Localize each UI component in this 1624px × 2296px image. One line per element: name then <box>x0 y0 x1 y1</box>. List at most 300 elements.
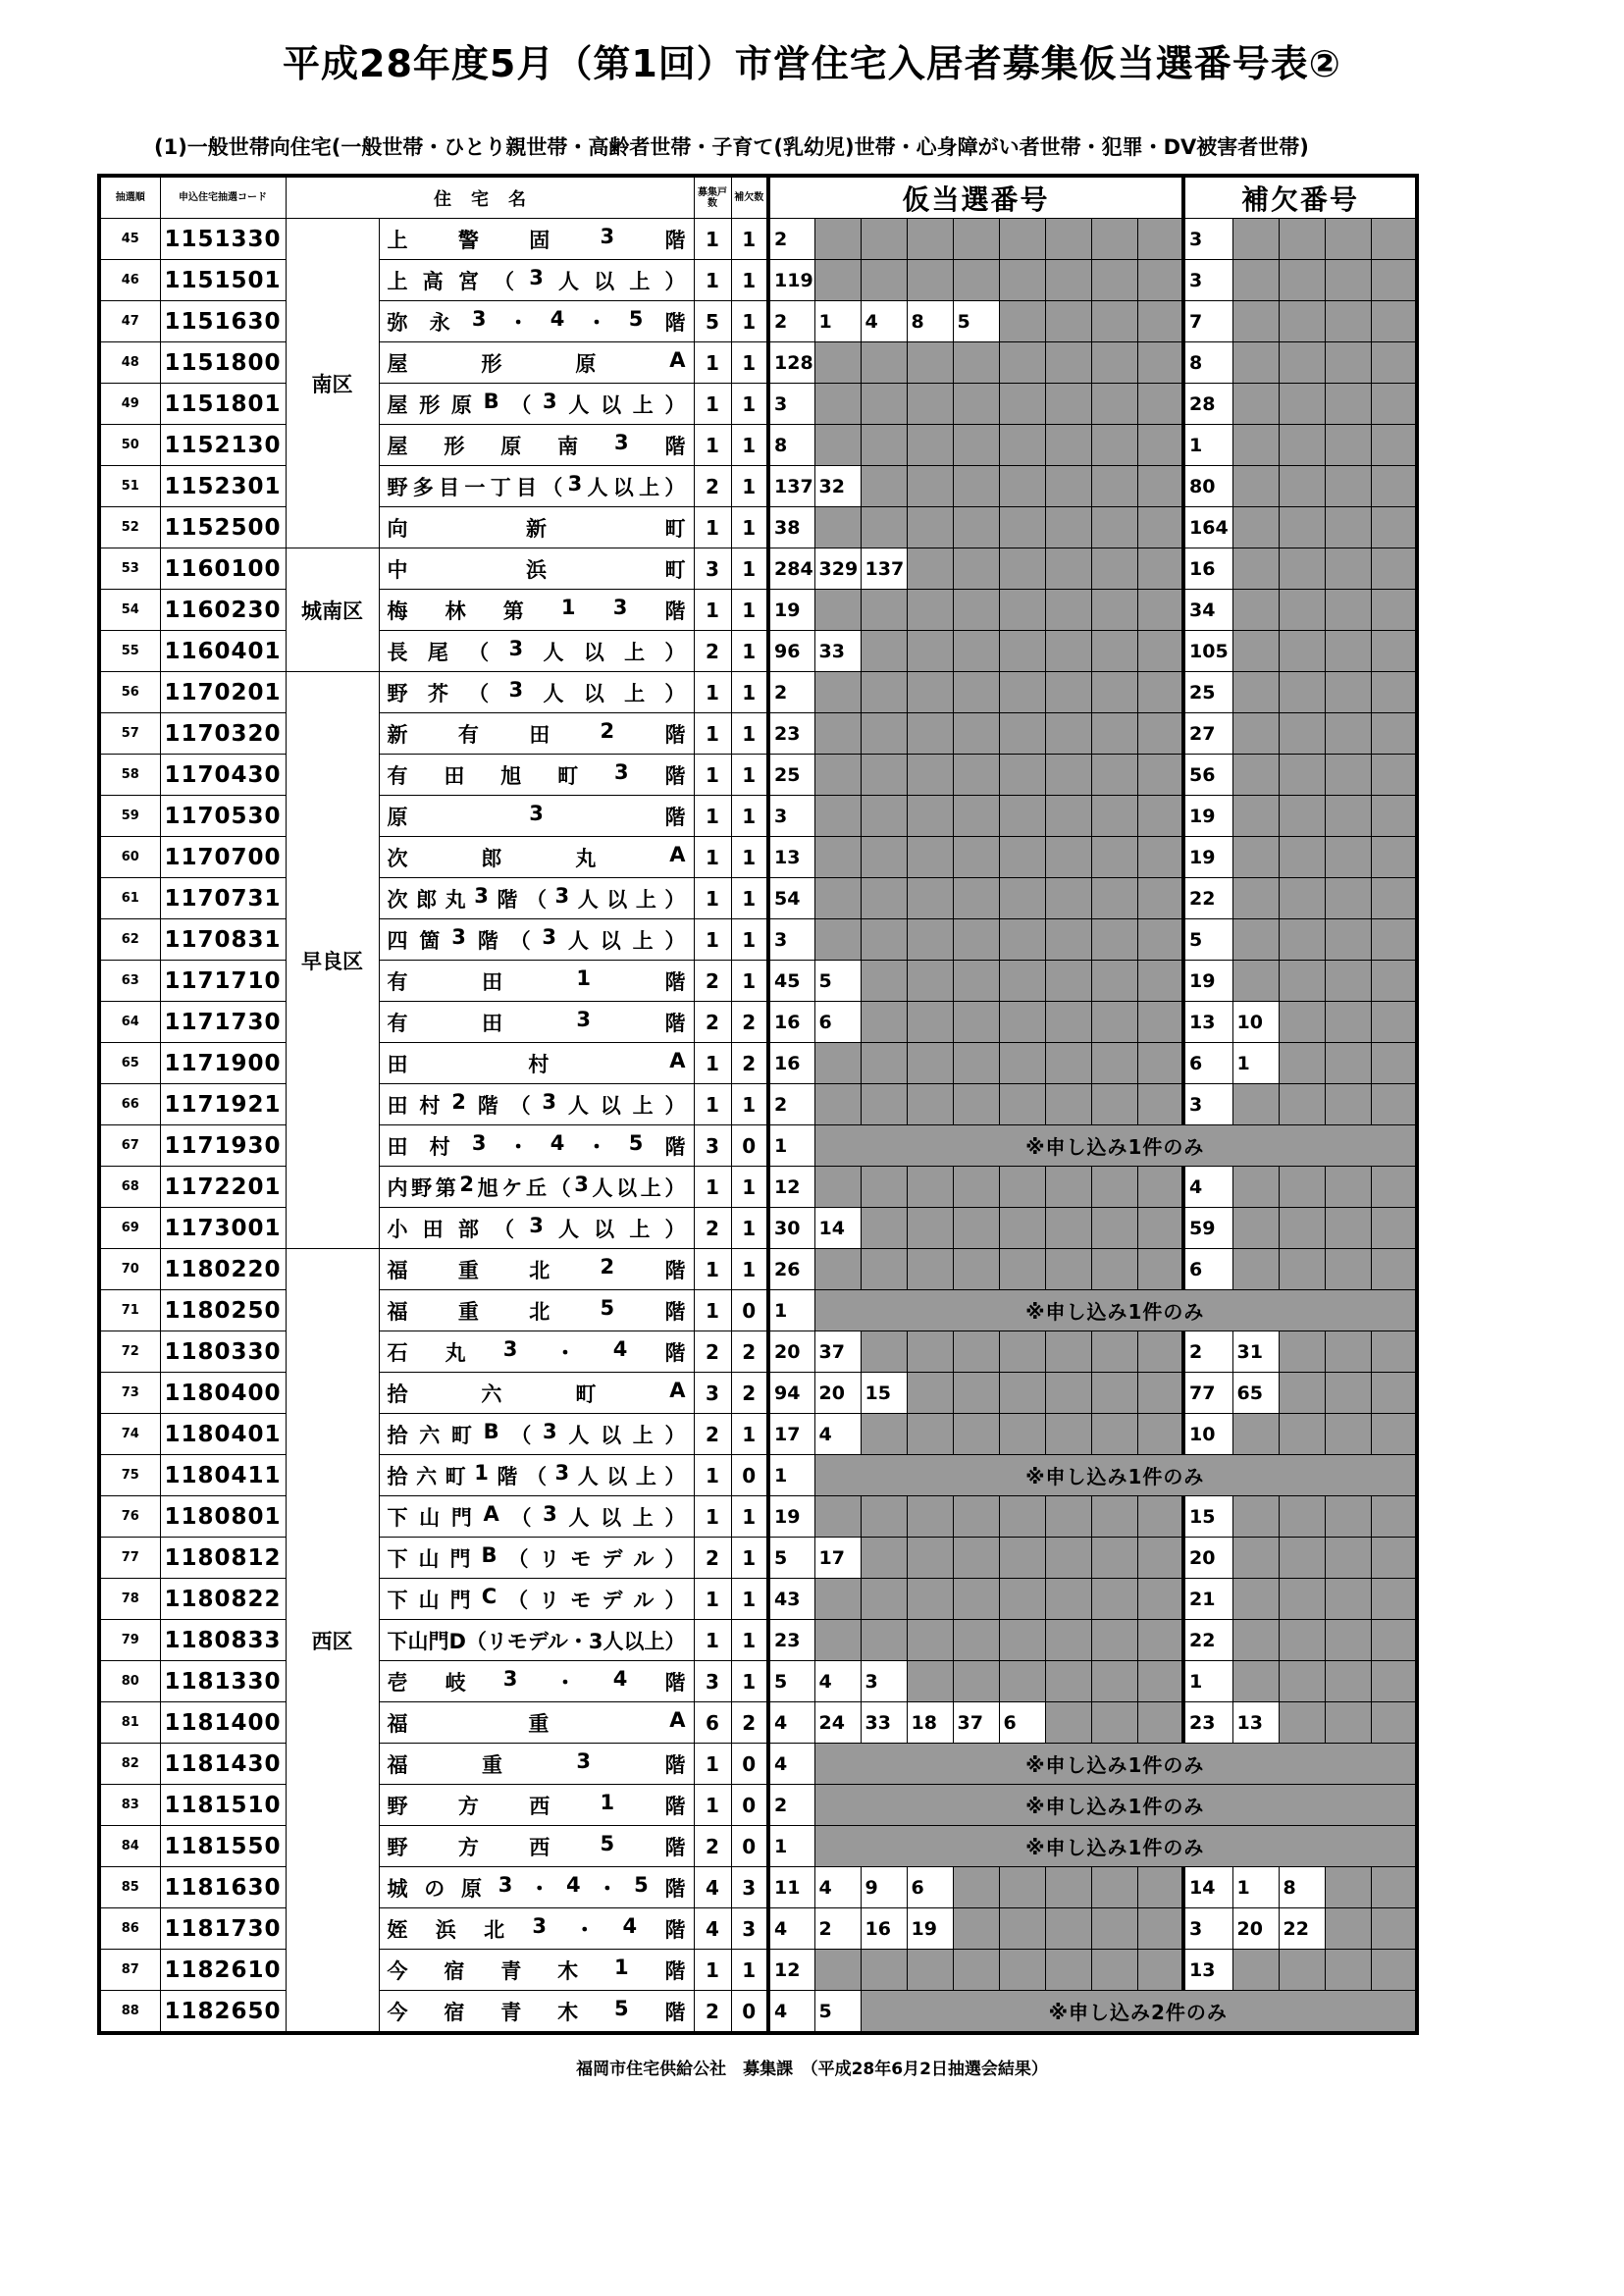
empty-cell <box>907 1331 953 1373</box>
housing-name-char: C <box>481 1584 498 1608</box>
substitute-number: 65 <box>1232 1373 1279 1414</box>
lottery-code: 1170731 <box>160 878 286 919</box>
housing-name-char: 長 <box>387 640 408 664</box>
empty-cell <box>1045 1208 1091 1249</box>
housing-name <box>379 919 694 961</box>
empty-cell <box>1371 301 1417 342</box>
empty-cell <box>1137 1867 1183 1908</box>
order-number: 59 <box>99 796 160 837</box>
lottery-code: 1160230 <box>160 590 286 631</box>
housing-name-char: 今 <box>387 1958 408 1983</box>
housing-name-char: （ <box>494 269 515 293</box>
substitute-number: 13 <box>1183 1002 1232 1043</box>
housing-name-char: 丸 <box>445 887 466 912</box>
provisional-number: 20 <box>814 1373 861 1414</box>
empty-cell <box>1371 1538 1417 1579</box>
housing-name-char: 新 <box>526 516 547 541</box>
provisional-number: 2 <box>768 1785 814 1826</box>
recruit-units: 1 <box>694 1290 731 1331</box>
empty-cell <box>814 796 861 837</box>
housing-name-char: 宮 <box>457 269 479 293</box>
empty-cell <box>1325 672 1371 713</box>
housing-name-char: 四 <box>387 928 408 953</box>
empty-cell <box>1232 837 1279 878</box>
empty-cell <box>1279 1249 1325 1290</box>
substitute-count: 1 <box>731 301 768 342</box>
empty-cell <box>907 837 953 878</box>
empty-cell <box>1371 796 1417 837</box>
empty-cell <box>1045 1249 1091 1290</box>
order-number: 55 <box>99 631 160 672</box>
empty-cell <box>1232 713 1279 755</box>
substitute-number: 3 <box>1183 260 1232 301</box>
empty-cell <box>1091 1950 1137 1991</box>
empty-cell <box>907 755 953 796</box>
provisional-number: 45 <box>768 961 814 1002</box>
housing-name-char: 階 <box>664 1134 686 1159</box>
empty-cell <box>1045 1538 1091 1579</box>
lottery-code: 1160401 <box>160 631 286 672</box>
housing-name-char: 階 <box>664 805 686 829</box>
empty-cell <box>1091 466 1137 507</box>
housing-name-char: 田 <box>387 1093 408 1118</box>
housing-name <box>379 342 694 384</box>
order-number: 67 <box>99 1125 160 1167</box>
substitute-count: 1 <box>731 837 768 878</box>
empty-cell <box>1232 1538 1279 1579</box>
empty-cell <box>1137 1331 1183 1373</box>
substitute-count: 1 <box>731 466 768 507</box>
empty-cell <box>814 1950 861 1991</box>
empty-cell <box>861 260 907 301</box>
order-number: 72 <box>99 1331 160 1373</box>
substitute-count: 0 <box>731 1290 768 1331</box>
empty-cell <box>907 878 953 919</box>
housing-name-char: 林 <box>445 599 466 623</box>
housing-name-char: 福 <box>387 1258 408 1282</box>
housing-name-char: 六 <box>416 1464 438 1488</box>
empty-cell <box>1137 1908 1183 1950</box>
substitute-number: 28 <box>1183 384 1232 425</box>
recruit-units: 2 <box>694 961 731 1002</box>
substitute-count: 2 <box>731 1702 768 1744</box>
table-row <box>99 1249 1417 1290</box>
housing-name-char: 拾 <box>387 1382 408 1406</box>
housing-name-char: 階 <box>664 722 686 747</box>
housing-name-char: 3 <box>471 1130 487 1155</box>
housing-name-char: 六 <box>481 1382 502 1406</box>
substitute-count: 1 <box>731 919 768 961</box>
substitute-count: 1 <box>731 1414 768 1455</box>
substitute-count: 1 <box>731 1084 768 1125</box>
housing-name-char: 原 <box>500 434 522 458</box>
housing-name-char: 階 <box>664 1670 686 1695</box>
substitute-count: 1 <box>731 219 768 260</box>
empty-cell <box>1091 961 1137 1002</box>
lottery-code: 1180833 <box>160 1620 286 1661</box>
empty-cell <box>999 1373 1045 1414</box>
empty-cell <box>1325 713 1371 755</box>
substitute-number: 13 <box>1232 1702 1279 1744</box>
empty-cell <box>1232 755 1279 796</box>
housing-name-char: 5 <box>614 1996 629 2020</box>
empty-cell <box>1371 1414 1417 1455</box>
housing-name <box>379 961 694 1002</box>
housing-name-char: 北 <box>484 1917 505 1942</box>
empty-cell <box>1137 384 1183 425</box>
empty-cell <box>1279 590 1325 631</box>
empty-cell <box>1325 1661 1371 1702</box>
housing-name-char: 上 <box>632 928 654 953</box>
substitute-count: 0 <box>731 1785 768 1826</box>
order-number: 78 <box>99 1579 160 1620</box>
empty-cell <box>1325 1867 1371 1908</box>
provisional-number: 23 <box>768 713 814 755</box>
provisional-number: 2 <box>768 219 814 260</box>
applications-note: ※申し込み1件のみ <box>814 1290 1417 1331</box>
order-number: 69 <box>99 1208 160 1249</box>
housing-name-char: 屋 <box>387 434 408 458</box>
empty-cell <box>861 1620 907 1661</box>
empty-cell <box>999 260 1045 301</box>
housing-name <box>379 631 694 672</box>
empty-cell <box>1232 631 1279 672</box>
empty-cell <box>953 672 999 713</box>
empty-cell <box>1371 342 1417 384</box>
housing-name-char: 以 <box>594 1217 615 1241</box>
order-number: 49 <box>99 384 160 425</box>
provisional-number: 26 <box>768 1249 814 1290</box>
housing-name-char: 4 <box>550 1130 565 1155</box>
empty-cell <box>1091 1661 1137 1702</box>
empty-cell <box>1232 1167 1279 1208</box>
empty-cell <box>1325 1620 1371 1661</box>
order-number: 77 <box>99 1538 160 1579</box>
order-number: 71 <box>99 1290 160 1331</box>
empty-cell <box>1279 1702 1325 1744</box>
empty-cell <box>1232 507 1279 548</box>
empty-cell <box>1325 1496 1371 1538</box>
empty-cell <box>1137 1538 1183 1579</box>
recruit-units: 3 <box>694 1373 731 1414</box>
empty-cell <box>1045 507 1091 548</box>
housing-name-char: 3 <box>471 306 487 331</box>
lottery-code: 1182650 <box>160 1991 286 2034</box>
housing-name-char: 3 <box>498 1872 513 1897</box>
empty-cell <box>1279 961 1325 1002</box>
housing-name-char: 階 <box>664 1794 686 1818</box>
order-number: 88 <box>99 1991 160 2034</box>
provisional-number: 4 <box>768 1908 814 1950</box>
provisional-number: 3 <box>768 384 814 425</box>
housing-name-char: （ <box>468 681 490 705</box>
substitute-number: 20 <box>1183 1538 1232 1579</box>
housing-name-char: 3 <box>502 1336 518 1361</box>
empty-cell <box>907 1002 953 1043</box>
housing-name-char: 石 <box>387 1340 408 1365</box>
housing-name-char: 門 <box>449 1588 471 1612</box>
provisional-number: 16 <box>768 1002 814 1043</box>
housing-name-char: 以 <box>601 392 622 417</box>
table-subtitle: (1)一般世帯向住宅(一般世帯・ひとり親世帯・高齢者世帯・子育て(乳幼児)世帯・心身障がい者世帯・犯罪・DV被害者世帯) <box>154 135 1309 159</box>
header-order: 抽選順 <box>99 176 160 219</box>
housing-name-char: ） <box>664 1423 686 1447</box>
housing-name-char: 原 <box>450 392 472 417</box>
housing-name-char: 福 <box>387 1299 408 1324</box>
empty-cell <box>907 1661 953 1702</box>
recruit-units: 1 <box>694 755 731 796</box>
empty-cell <box>1279 1043 1325 1084</box>
order-number: 80 <box>99 1661 160 1702</box>
empty-cell <box>907 1167 953 1208</box>
housing-name <box>379 1331 694 1373</box>
lottery-code: 1180250 <box>160 1290 286 1331</box>
empty-cell <box>1371 219 1417 260</box>
provisional-number: 19 <box>768 1496 814 1538</box>
empty-cell <box>1045 1867 1091 1908</box>
order-number: 61 <box>99 878 160 919</box>
housing-name-char: ・ <box>586 1134 607 1159</box>
empty-cell <box>814 260 861 301</box>
empty-cell <box>814 755 861 796</box>
recruit-units: 1 <box>694 1744 731 1785</box>
empty-cell <box>1091 1331 1137 1373</box>
empty-cell <box>1325 548 1371 590</box>
empty-cell <box>1232 466 1279 507</box>
housing-name-char: 部 <box>457 1217 479 1241</box>
empty-cell <box>1091 425 1137 466</box>
provisional-number: 37 <box>814 1331 861 1373</box>
empty-cell <box>953 1414 999 1455</box>
housing-name-char: 町 <box>664 516 686 541</box>
housing-name-char: （ <box>510 392 532 417</box>
empty-cell <box>1045 878 1091 919</box>
empty-cell <box>999 961 1045 1002</box>
lottery-code: 1180220 <box>160 1249 286 1290</box>
empty-cell <box>953 1538 999 1579</box>
empty-cell <box>953 507 999 548</box>
empty-cell <box>1137 672 1183 713</box>
empty-cell <box>1371 961 1417 1002</box>
empty-cell <box>953 1950 999 1991</box>
empty-cell <box>1232 219 1279 260</box>
housing-name-char: 3 <box>576 1007 592 1031</box>
provisional-number: 2 <box>768 1084 814 1125</box>
empty-cell <box>1279 1620 1325 1661</box>
lottery-code: 1180411 <box>160 1455 286 1496</box>
empty-cell <box>1279 466 1325 507</box>
substitute-number: 22 <box>1279 1908 1325 1950</box>
housing-name-char: ・ <box>574 1917 596 1942</box>
empty-cell <box>907 1496 953 1538</box>
housing-name-char: 田 <box>529 722 550 747</box>
housing-name-char: の <box>424 1876 445 1901</box>
substitute-number: 8 <box>1183 342 1232 384</box>
substitute-count: 2 <box>731 1373 768 1414</box>
housing-name-char: 階 <box>664 1340 686 1365</box>
empty-cell <box>1371 548 1417 590</box>
housing-name-char: 尾 <box>427 640 448 664</box>
empty-cell <box>1137 837 1183 878</box>
empty-cell <box>907 1249 953 1290</box>
empty-cell <box>1371 1043 1417 1084</box>
order-number: 73 <box>99 1373 160 1414</box>
table-body <box>99 219 1417 2034</box>
empty-cell <box>1371 1867 1417 1908</box>
housing-name <box>379 1908 694 1950</box>
housing-name-char: 警 <box>457 228 479 252</box>
housing-name-char: 有 <box>387 1011 408 1035</box>
empty-cell <box>814 342 861 384</box>
empty-cell <box>861 1496 907 1538</box>
empty-cell <box>1091 796 1137 837</box>
empty-cell <box>999 1908 1045 1950</box>
housing-name-char: 旭 <box>500 763 522 788</box>
housing-name-char: 山 <box>419 1505 441 1530</box>
recruit-units: 3 <box>694 548 731 590</box>
provisional-number: 94 <box>768 1373 814 1414</box>
empty-cell <box>814 837 861 878</box>
recruit-units: 2 <box>694 1002 731 1043</box>
empty-cell <box>953 219 999 260</box>
empty-cell <box>1371 1002 1417 1043</box>
substitute-count: 3 <box>731 1908 768 1950</box>
housing-name-char: 第 <box>502 599 524 623</box>
empty-cell <box>1137 548 1183 590</box>
housing-name-char: 3 <box>502 1666 518 1691</box>
housing-name <box>379 1167 694 1208</box>
housing-name-char: ・ <box>554 1340 576 1365</box>
housing-name <box>379 1002 694 1043</box>
housing-name-char: A <box>669 347 686 372</box>
empty-cell <box>907 796 953 837</box>
housing-name-char: 3 <box>474 883 489 908</box>
empty-cell <box>1137 342 1183 384</box>
housing-name-char: 内 <box>387 1175 408 1200</box>
empty-cell <box>814 1579 861 1620</box>
housing-name <box>379 1785 694 1826</box>
housing-name-char: （ <box>525 1464 547 1488</box>
empty-cell <box>1325 1908 1371 1950</box>
provisional-number: 25 <box>768 755 814 796</box>
housing-name-char: 階 <box>477 1093 498 1118</box>
housing-name-char: 村 <box>429 1134 450 1159</box>
provisional-number: 15 <box>861 1373 907 1414</box>
substitute-number: 4 <box>1183 1167 1232 1208</box>
empty-cell <box>1325 466 1371 507</box>
header-substitute: 補欠番号 <box>1183 176 1417 219</box>
empty-cell <box>953 1249 999 1290</box>
recruit-units: 2 <box>694 1331 731 1373</box>
empty-cell <box>953 1496 999 1538</box>
empty-cell <box>814 219 861 260</box>
substitute-number: 23 <box>1183 1702 1232 1744</box>
provisional-number: 12 <box>768 1950 814 1991</box>
applications-note: ※申し込み1件のみ <box>814 1455 1417 1496</box>
housing-name-char: 拾 <box>387 1464 408 1488</box>
housing-name-char: 階 <box>664 1917 686 1942</box>
applications-note: ※申し込み1件のみ <box>814 1125 1417 1167</box>
lottery-code: 1151800 <box>160 342 286 384</box>
provisional-number: 3 <box>861 1661 907 1702</box>
empty-cell <box>1371 1331 1417 1373</box>
housing-name-char: 階 <box>664 1958 686 1983</box>
header-row <box>99 176 1417 219</box>
housing-name-char: A <box>669 1707 686 1732</box>
empty-cell <box>1137 1620 1183 1661</box>
housing-name <box>379 507 694 548</box>
recruit-units: 1 <box>694 1496 731 1538</box>
recruit-units: 1 <box>694 713 731 755</box>
housing-name-char: 原 <box>575 351 597 376</box>
housing-name-char: （ <box>507 1588 529 1612</box>
housing-name-char: （ <box>510 1423 532 1447</box>
order-number: 54 <box>99 590 160 631</box>
provisional-number: 23 <box>768 1620 814 1661</box>
housing-name <box>379 425 694 466</box>
empty-cell <box>1137 1167 1183 1208</box>
housing-name-char: 3 <box>508 677 524 702</box>
empty-cell <box>861 1002 907 1043</box>
housing-name-char: 3 <box>543 389 557 413</box>
housing-name-char: （ <box>509 1093 531 1118</box>
housing-name-char: 目 <box>439 475 460 499</box>
housing-name-char: ・ <box>507 310 529 335</box>
empty-cell <box>861 590 907 631</box>
empty-cell <box>1137 755 1183 796</box>
housing-name-char: （ <box>550 1175 571 1200</box>
housing-name-char: 六 <box>419 1423 441 1447</box>
recruit-units: 1 <box>694 260 731 301</box>
empty-cell <box>907 919 953 961</box>
provisional-number: 1 <box>768 1125 814 1167</box>
empty-cell <box>999 878 1045 919</box>
housing-name-char: 1 <box>614 1955 629 1979</box>
empty-cell <box>1045 631 1091 672</box>
recruit-units: 1 <box>694 1084 731 1125</box>
empty-cell <box>999 1496 1045 1538</box>
empty-cell <box>861 878 907 919</box>
housing-name-char: 上 <box>632 1423 654 1447</box>
empty-cell <box>1045 301 1091 342</box>
housing-name-char: 人 <box>568 1505 590 1530</box>
substitute-number: 80 <box>1183 466 1232 507</box>
housing-name-char: 青 <box>500 1958 522 1983</box>
empty-cell <box>1371 1084 1417 1125</box>
housing-name-char: 重 <box>481 1752 502 1777</box>
housing-name-char: 5 <box>634 1872 649 1897</box>
order-number: 86 <box>99 1908 160 1950</box>
empty-cell <box>1091 878 1137 919</box>
housing-name-char: 以 <box>600 928 621 953</box>
empty-cell <box>1091 1702 1137 1744</box>
housing-name-char: 町 <box>664 557 686 582</box>
empty-cell <box>1091 1249 1137 1290</box>
substitute-count: 0 <box>731 1991 768 2034</box>
empty-cell <box>999 1579 1045 1620</box>
provisional-number: 33 <box>861 1702 907 1744</box>
empty-cell <box>1279 672 1325 713</box>
order-number: 70 <box>99 1249 160 1290</box>
empty-cell <box>1325 961 1371 1002</box>
empty-cell <box>1045 466 1091 507</box>
empty-cell <box>1279 1950 1325 1991</box>
provisional-number: 128 <box>768 342 814 384</box>
recruit-units: 2 <box>694 1826 731 1867</box>
order-number: 57 <box>99 713 160 755</box>
housing-name-char: 丸 <box>445 1340 466 1365</box>
housing-name-char: 人 <box>557 1217 579 1241</box>
